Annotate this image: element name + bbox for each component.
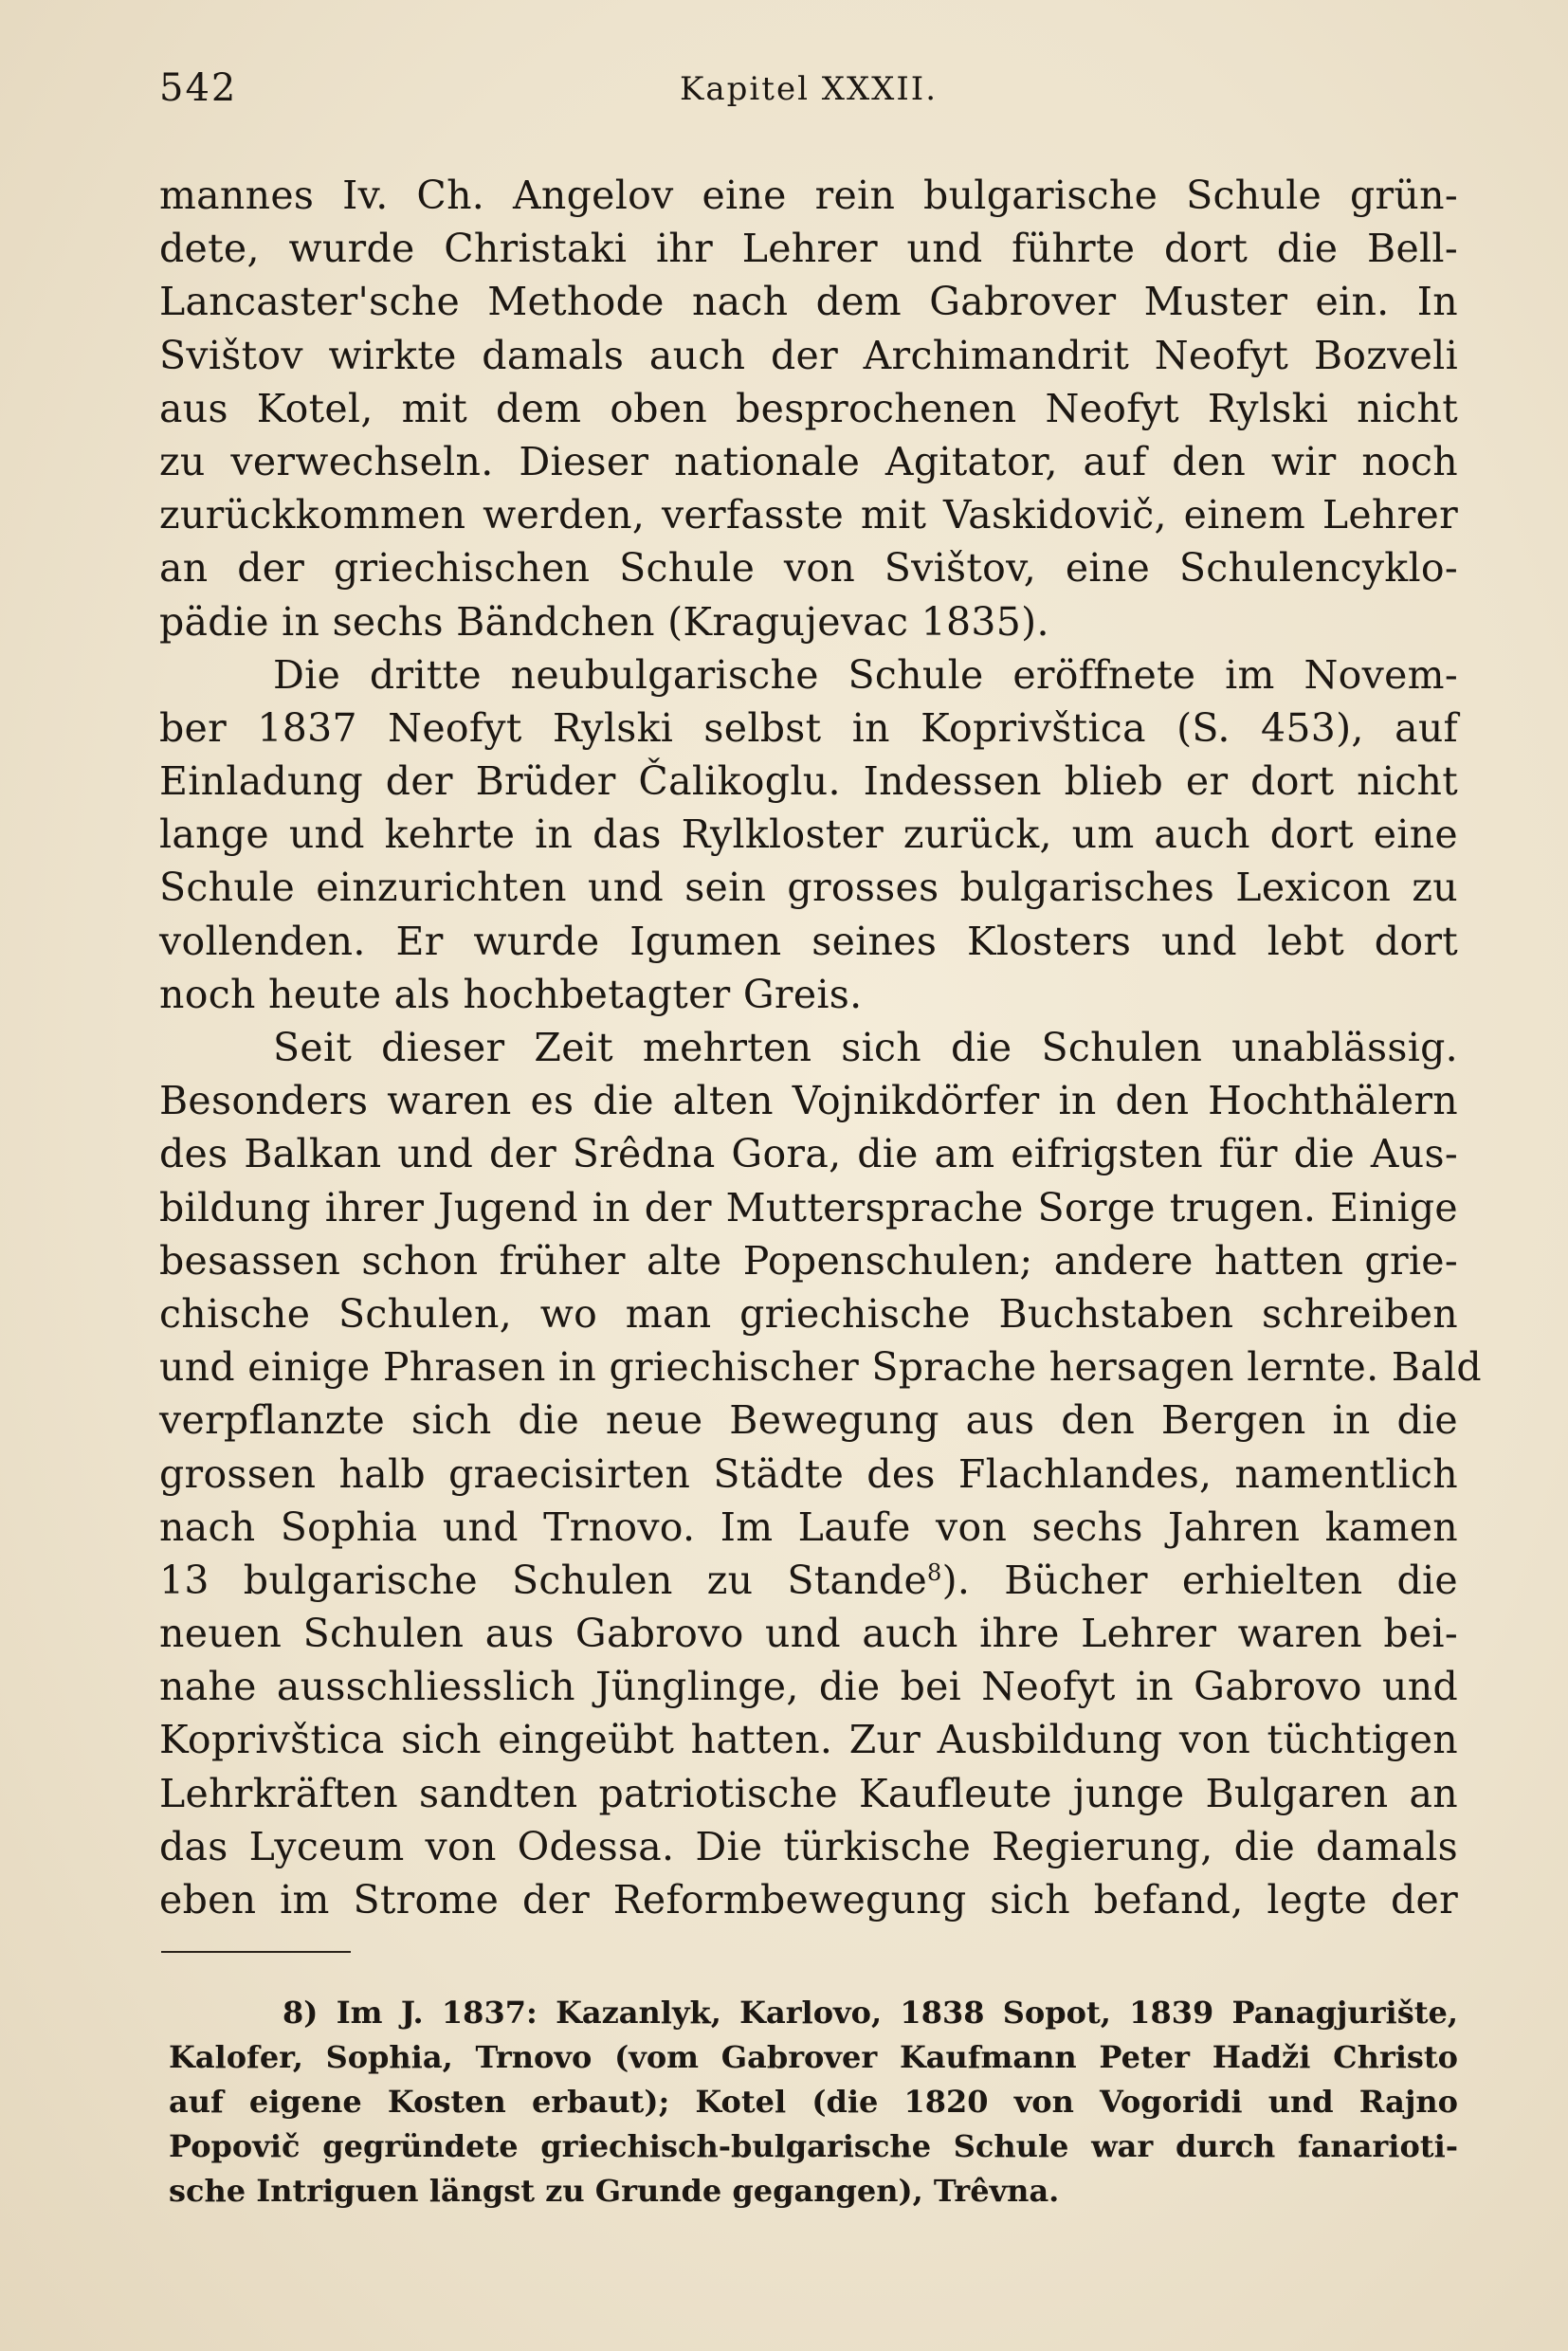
text-line: mannes Iv. Ch. Angelov eine rein bulgarische Schule grün- [159,173,1458,218]
text-line: zu verwechseln. Dieser nationale Agitator, auf den wir noch [159,438,1458,484]
text-line: vollenden. Er wurde Igumen seines Klosters und lebt dort [159,918,1458,964]
footnote-line: Kalofer, Sophia, Trnovo (vom Gabrover Kaufmann Peter Hadži Christo [169,2039,1458,2075]
text-line: Besonders waren es die alten Vojnikdörfer in den Hochthälern [159,1078,1458,1124]
page-number: 542 [159,66,238,110]
text-line: pädie in sechs Bändchen (Kragujevac 1835). [159,598,1049,645]
footnote-line: auf eigene Kosten erbaut); Kotel (die 1820 von Vogoridi und Rajno [169,2084,1458,2120]
text-line-with-footnote-ref [159,1554,1458,1607]
footnotes [169,1991,1458,2214]
footnote-line: Popovič gegründete griechisch-bulgarische Schule war durch fanarioti- [169,2128,1458,2164]
footnote-line: sche Intriguen längst zu Grunde gegangen), Trêvna. [169,2173,1060,2209]
text-line: noch heute als hochbetagter Greis. [159,971,863,1017]
text-span: ). Bücher erhielten die [941,1557,1458,1603]
text-line: Lehrkräften sandten patriotische Kaufleute junge Bulgaren an [159,1770,1458,1816]
running-title: Kapitel XXXII. [679,70,939,108]
text-line: bildung ihrer Jugend in der Muttersprache Sorge trugen. Einige [159,1184,1458,1230]
footnote-line: 8) Im J. 1837: Kazanlyk, Karlovo, 1838 Sopot, 1839 Panagjurište, [283,1995,1458,2031]
text-line: chische Schulen, wo man griechische Buchstaben schreiben [159,1290,1458,1337]
text-line: lange und kehrte in das Rylkloster zurück, um auch dort eine [159,811,1458,858]
text-line: und einige Phrasen in griechischer Sprache hersagen lernte. Bald [159,1344,1482,1391]
text-line: nahe ausschliesslich Jünglinge, die bei Neofyt in Gabrovo und [159,1664,1458,1710]
text-line: Lancaster'sche Methode nach dem Gabrover Muster ein. In [159,279,1458,325]
text-line: nach Sophia und Trnovo. Im Laufe von sechs Jahren kamen [159,1504,1458,1550]
text-line: des Balkan und der Srêdna Gora, die am eifrigsten für die Aus- [159,1131,1458,1177]
text-line: verpflanzte sich die neue Bewegung aus den Bergen in die [159,1397,1458,1444]
text-line: neuen Schulen aus Gabrovo und auch ihre Lehrer waren bei- [159,1611,1458,1657]
text-span: 13 bulgarische Schulen zu Stande [159,1557,928,1603]
text-line: an der griechischen Schule von Svištov, eine Schulencyklo- [159,545,1458,592]
text-line: Seit dieser Zeit mehrten sich die Schulen unablässig. [273,1025,1458,1070]
text-line: Die dritte neubulgarische Schule eröffnete im Novem- [273,651,1458,698]
text-line: besassen schon früher alte Popenschulen; andere hatten grie- [159,1237,1458,1284]
page-header [159,66,1458,114]
main-text [159,169,1482,1926]
text-line: grossen halb graecisirten Städte des Flachlandes, namentlich [159,1450,1458,1497]
text-line: ber 1837 Neofyt Rylski selbst in Koprivštica (S. 453), auf [159,704,1458,751]
text-line: dete, wurde Christaki ihr Lehrer und führte dort die Bell- [159,226,1458,272]
footnote-divider [161,1951,351,1953]
text-line: Svištov wirkte damals auch der Archimandrit Neofyt Bozveli [159,332,1458,378]
text-line: Koprivštica sich eingeübt hatten. Zur Ausbildung von tüchtigen [159,1717,1458,1763]
text-line: aus Kotel, mit dem oben besprochenen Neofyt Rylski nicht [159,385,1458,431]
text-line: eben im Strome der Reformbewegung sich befand, legte der [159,1877,1458,1923]
text-line: zurückkommen werden, verfasste mit Vaskidovič, einem Lehrer [159,492,1458,538]
text-line: Einladung der Brüder Čalikoglu. Indessen blieb er dort nicht [159,758,1458,805]
text-line: das Lyceum von Odessa. Die türkische Regierung, die damals [159,1823,1458,1869]
text-line: Schule einzurichten und sein grosses bulgarisches Lexicon zu [159,865,1458,911]
footnote-marker: 8 [927,1558,942,1586]
